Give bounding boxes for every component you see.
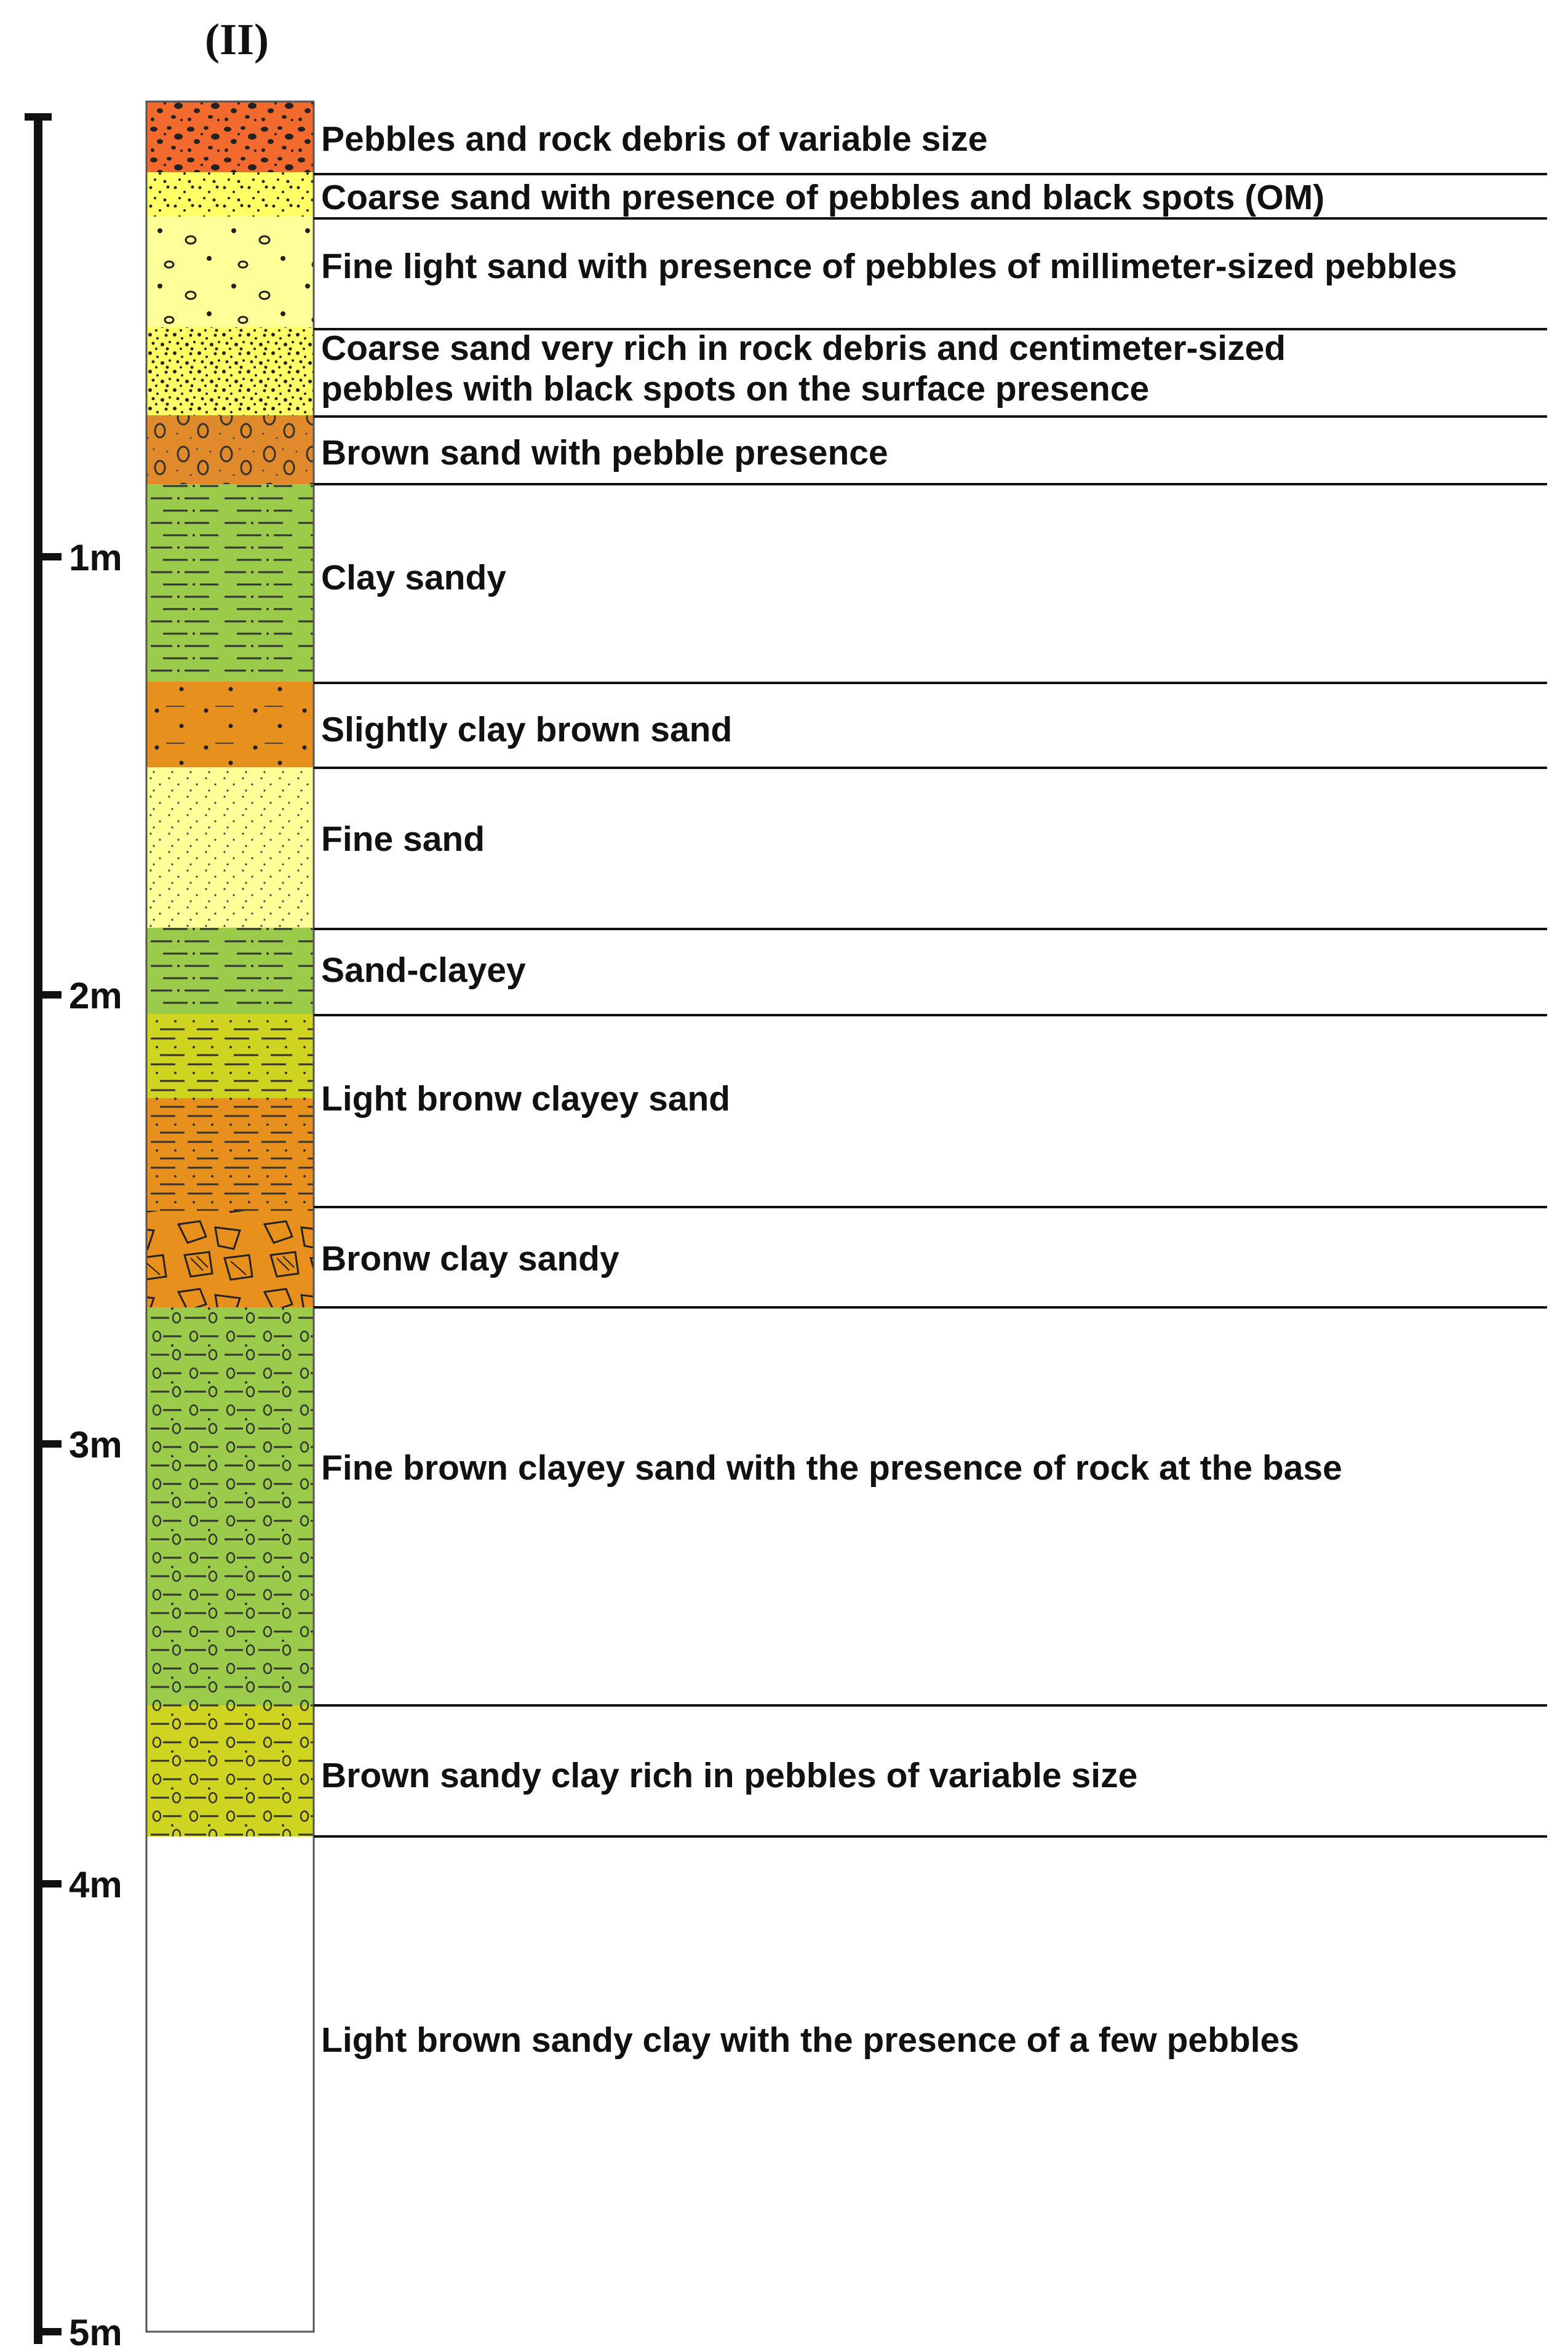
layer-1 — [146, 102, 314, 172]
layer-5 — [146, 415, 314, 484]
scale-tick-label: 2m — [69, 975, 122, 1016]
layer-12 — [146, 1211, 314, 1307]
scale-tick-label: 3m — [69, 1424, 122, 1465]
layer-pattern — [146, 767, 314, 928]
layer-pattern — [146, 1211, 314, 1307]
layer-10-description: Light bronw clayey sand — [321, 1079, 731, 1118]
layer-pattern — [146, 928, 314, 1014]
layer-8 — [146, 767, 314, 928]
lithology-column — [146, 102, 314, 2332]
layer-11-description: Bronw clay sandy — [321, 1239, 619, 1278]
layer-13 — [146, 1307, 314, 1705]
layer-divider-lines — [314, 174, 1547, 1836]
layer-14-description: Light brown sandy clay with the presence of a few pebbles — [321, 2020, 1299, 2060]
layer-descriptions — [321, 119, 1457, 2060]
layer-12-description: Fine brown clayey sand with the presence of rock at the base — [321, 1448, 1342, 1488]
layer-pattern — [146, 102, 314, 172]
layer-4-description: Coarse sand very rich in rock debris and centimeter-sized — [321, 329, 1286, 368]
layer-pattern — [146, 327, 314, 415]
layer-7-description: Slightly clay brown sand — [321, 710, 733, 749]
layer-1-description: Pebbles and rock debris of variable size — [321, 119, 988, 159]
scale-ticks — [38, 537, 122, 2352]
layer-3 — [146, 217, 314, 327]
layer-pattern — [146, 172, 314, 217]
layer-pattern — [146, 682, 314, 767]
scale-tick-label: 1m — [69, 537, 122, 578]
scale-tick-label: 5m — [69, 2312, 122, 2352]
layer-pattern — [146, 1307, 314, 1705]
layer-7 — [146, 682, 314, 767]
figure-title: (II) — [205, 15, 269, 64]
layer-3-description: Fine light sand with presence of pebbles of millimeter-sized pebbles — [321, 247, 1457, 286]
layer-2-description: Coarse sand with presence of pebbles and black spots (OM) — [321, 178, 1325, 217]
layer-11 — [146, 1098, 314, 1211]
layer-pattern — [146, 217, 314, 327]
layer-5-description: Brown sand with pebble presence — [321, 433, 888, 472]
layer-6-description: Clay sandy — [321, 558, 506, 597]
layer-pattern — [146, 484, 314, 682]
layer-14 — [146, 1705, 314, 1836]
layer-8-description: Fine sand — [321, 819, 485, 859]
layer-pattern — [146, 1098, 314, 1211]
scale-tick-label: 4m — [69, 1864, 122, 1905]
layer-6 — [146, 484, 314, 682]
depth-scale — [25, 116, 122, 2352]
layer-4-description: pebbles with black spots on the surface presence — [321, 369, 1150, 409]
layer-10 — [146, 1014, 314, 1098]
layer-pattern — [146, 1705, 314, 1836]
layer-pattern — [146, 1014, 314, 1098]
layer-9-description: Sand-clayey — [321, 951, 526, 990]
layer-pattern — [146, 415, 314, 484]
layer-2 — [146, 172, 314, 217]
layer-4 — [146, 327, 314, 415]
layer-13-description: Brown sandy clay rich in pebbles of variable size — [321, 1756, 1138, 1795]
layer-9 — [146, 928, 314, 1014]
